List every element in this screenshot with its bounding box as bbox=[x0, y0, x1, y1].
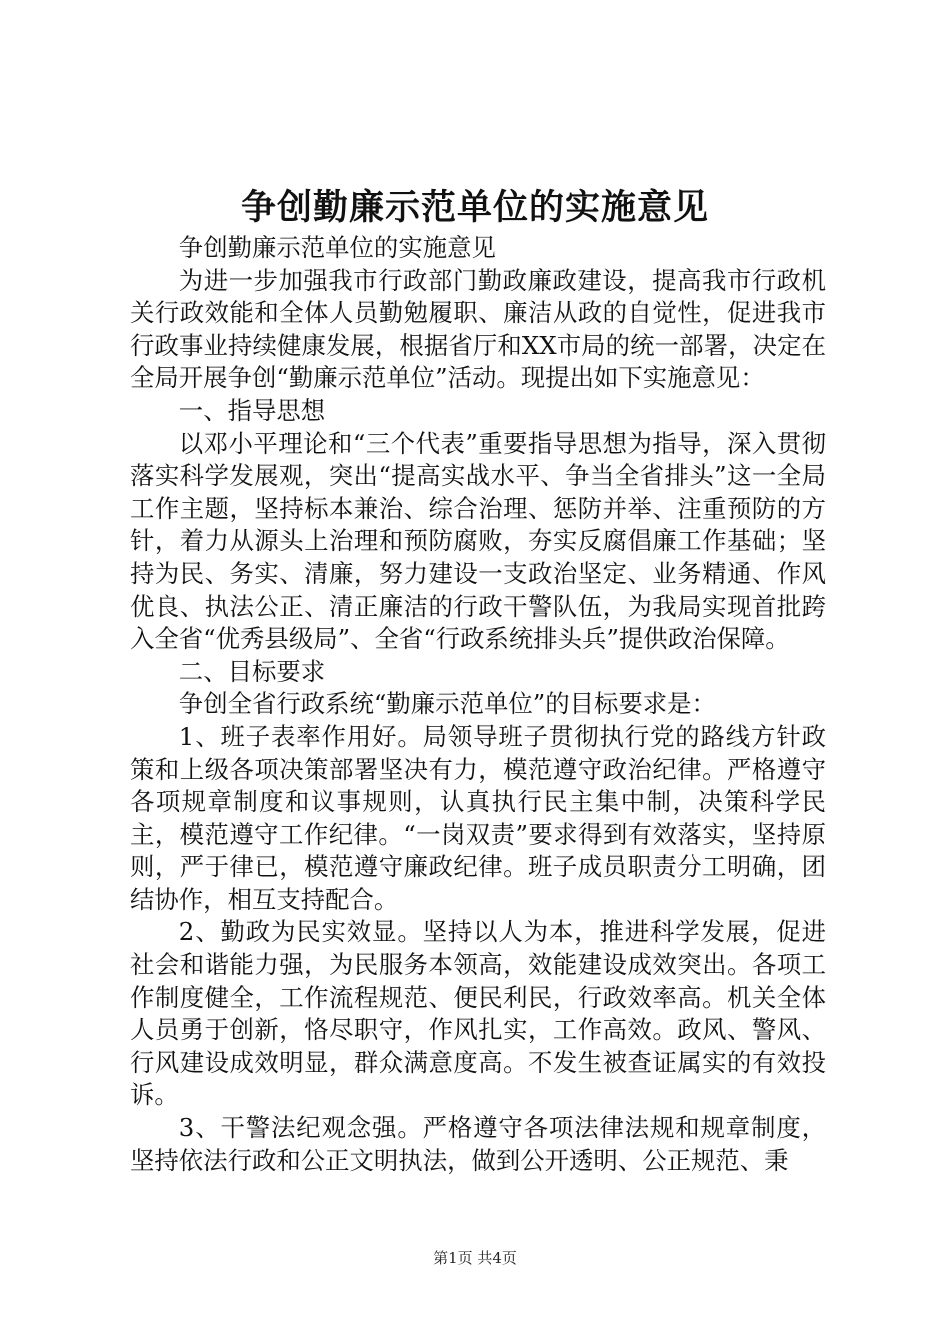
paragraph-subtitle: 争创勤廉示范单位的实施意见 bbox=[178, 233, 496, 262]
document-body bbox=[130, 232, 826, 1177]
paragraph-goal-1: 1、班子表率作用好。局领导班子贯彻执行党的路线方针政策和上级各项决策部署坚决有力，模范遵守政治纪律。严格遵守各项规章制度和议事规则，认真执行民主集中制，决策科学民主，模范遵守工作纪律。“一岗双责”要求得到有效落实，坚持原则，严于律已，模范遵守廉政纪律。班子成员职责分工明确，团结协作，相互支持配合。 bbox=[130, 721, 826, 914]
document-title: 争创勤廉示范单位的实施意见 bbox=[240, 188, 709, 228]
section-heading-goals: 二、目标要求 bbox=[178, 656, 326, 686]
paragraph-intro: 为进一步加强我市行政部门勤政廉政建设，提高我市行政机关行政效能和全体人员勤勉履职、廉洁从政的自觉性，促进我市行政事业持续健康发展，根据省厅和XX市局的统一部署，决定在全局开展争创“勤廉示范单位”活动。现提出如下实施意见： bbox=[130, 265, 826, 393]
paragraph-goal-2: 2、勤政为民实效显。坚持以人为本，推进科学发展，促进社会和谐能力强，为民服务本领高，效能建设成效突出。各项工作制度健全，工作流程规范、便民利民，行政效率高。机关全体人员勇于创新，恪尽职守，作风扎实，工作高效。政风、警风、行风建设成效明显，群众满意度高。不发生被查证属实的有效投诉。 bbox=[130, 917, 826, 1110]
page-footer: 第1页 共4页 bbox=[433, 1249, 517, 1267]
paragraph-goals-lead: 争创全省行政系统“勤廉示范单位”的目标要求是： bbox=[178, 689, 716, 719]
paragraph-guiding-thought: 以邓小平理论和“三个代表”重要指导思想为指导，深入贯彻落实科学发展观，突出“提高实战水平、争当全省排头”这一全局工作主题，坚持标本兼治、综合治理、惩防并举、注重预防的方针，着力从源头上治理和预防腐败，夯实反腐倡廉工作基础；坚持为民、务实、清廉，努力建设一支政治坚定、业务精通、作风优良、执法公正、清正廉洁的行政干警队伍，为我局实现首批跨入全省“优秀县级局”、全省“行政系统排头兵”提供政治保障。 bbox=[130, 428, 826, 654]
paragraph-goal-3: 3、干警法纪观念强。严格遵守各项法律法规和规章制度，坚持依法行政和公正文明执法，做到公开透明、公正规范、秉 bbox=[130, 1113, 826, 1175]
section-heading-guiding-thought: 一、指导思想 bbox=[178, 395, 326, 425]
